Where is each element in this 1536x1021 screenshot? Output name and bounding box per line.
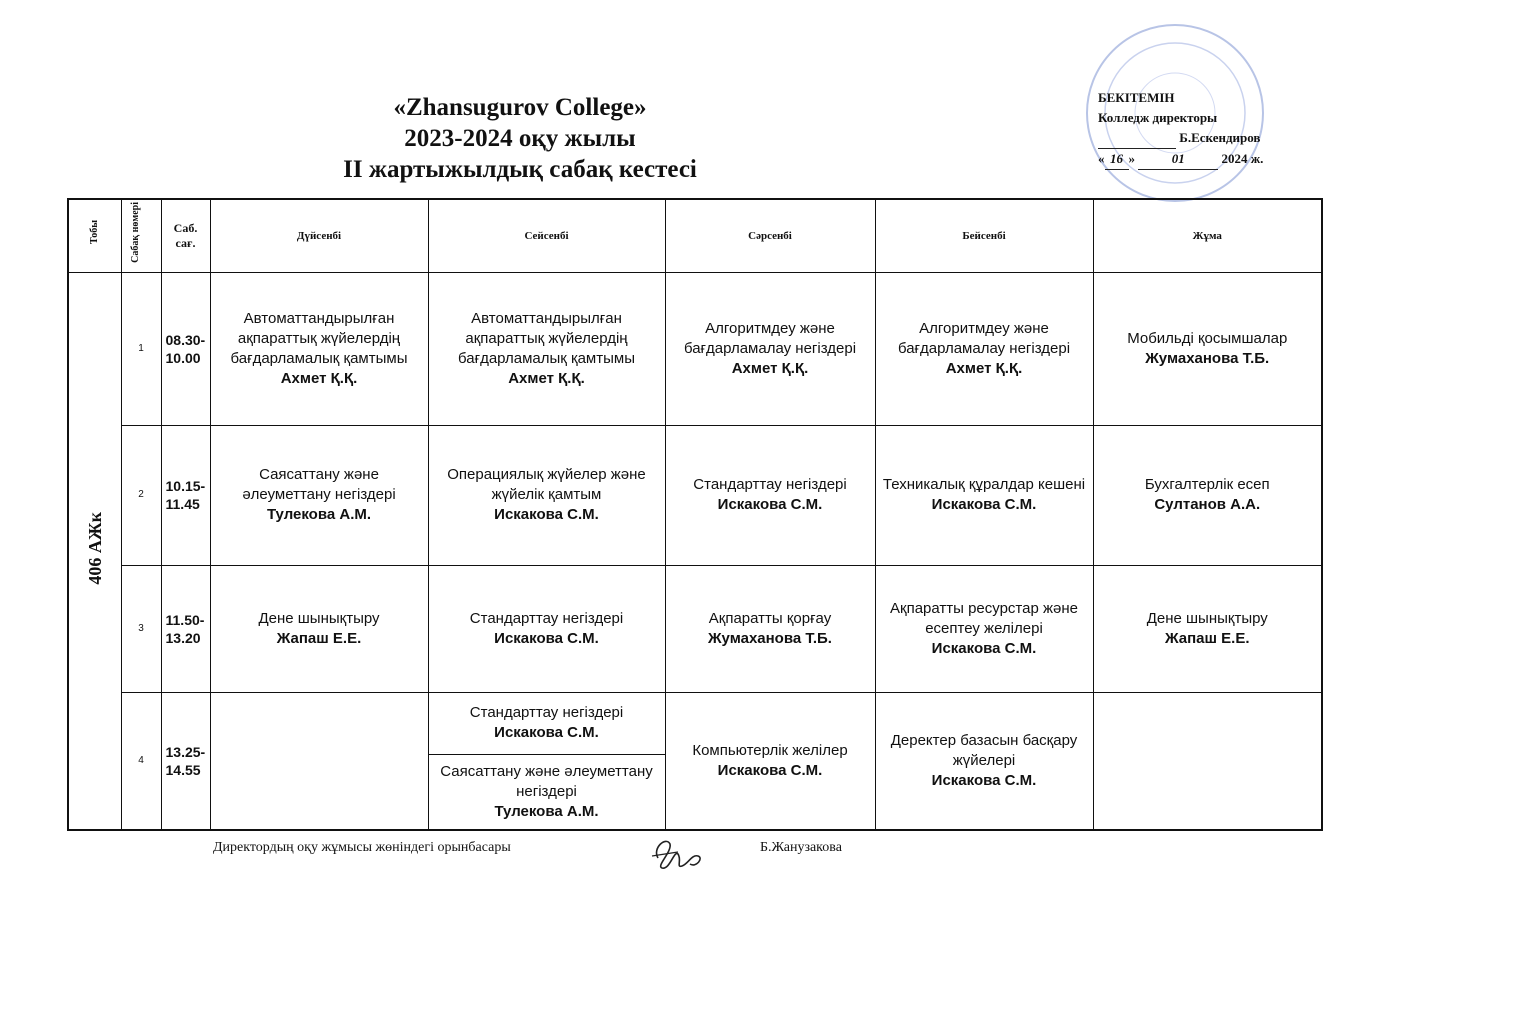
lesson-number: 2 xyxy=(121,425,161,565)
lesson-cell: Стандарттау негіздері Искакова С.М. xyxy=(665,425,875,565)
group-cell: 406 АЖк xyxy=(68,272,121,830)
table-row xyxy=(68,692,1322,754)
table-row xyxy=(68,565,1322,692)
lesson-cell: Дене шынықтыру Жапаш Е.Е. xyxy=(1093,565,1322,692)
lesson-time: 10.15-11.45 xyxy=(161,425,210,565)
lesson-cell: Ақпаратты қорғау Жумаханова Т.Б. xyxy=(665,565,875,692)
approval-date-year: 2024 ж. xyxy=(1221,151,1264,166)
lesson-cell: Мобильді қосымшалар Жумаханова Т.Б. xyxy=(1093,272,1322,425)
header-monday: Дүйсенбі xyxy=(210,199,428,272)
header-thursday: Бейсенбі xyxy=(875,199,1093,272)
lesson-cell-empty xyxy=(210,692,428,830)
approval-director: Колледж директоры xyxy=(1098,110,1218,125)
academic-year: 2023-2024 оқу жылы xyxy=(404,125,636,152)
header-wednesday: Сәрсенбі xyxy=(665,199,875,272)
approval-date-month: 01 xyxy=(1138,149,1218,170)
lesson-cell: Автоматтандырылған ақпараттық жүйелердің бағдарламалық қамтымы Ахмет Қ.Қ. xyxy=(210,272,428,425)
schedule-table xyxy=(67,198,1323,831)
document-title xyxy=(270,92,770,185)
lesson-cell: Дене шынықтыру Жапаш Е.Е. xyxy=(210,565,428,692)
lesson-number: 4 xyxy=(121,692,161,830)
lesson-cell-empty xyxy=(1093,692,1322,830)
header-row xyxy=(68,199,1322,272)
lesson-cell: Компьютерлік желілер Искакова С.М. xyxy=(665,692,875,830)
approval-date: « 16 » 01 2024 ж. xyxy=(1098,149,1308,170)
lesson-time: 08.30-10.00 xyxy=(161,272,210,425)
lesson-cell: Операциялық жүйелер және жүйелік қамтым Искакова С.М. xyxy=(428,425,665,565)
lesson-cell: Саясаттану және әлеуметтану негіздері Тулекова А.М. xyxy=(210,425,428,565)
lesson-cell: Техникалық құралдар кешені Искакова С.М. xyxy=(875,425,1093,565)
signature-icon xyxy=(648,828,708,876)
header-friday: Жұма xyxy=(1093,199,1322,272)
footer-name: Б.Жанузакова xyxy=(760,840,842,855)
lesson-cell: Алгоритмдеу және бағдарламалау негіздері Ахмет Қ.Қ. xyxy=(875,272,1093,425)
lesson-number: 1 xyxy=(121,272,161,425)
lesson-cell: Стандарттау негіздері Искакова С.М. xyxy=(428,565,665,692)
lesson-cell: Алгоритмдеу және бағдарламалау негіздері Ахмет Қ.Қ. xyxy=(665,272,875,425)
table-row xyxy=(68,425,1322,565)
lesson-cell: Бухгалтерлік есеп Султанов А.А. xyxy=(1093,425,1322,565)
approval-block xyxy=(1098,88,1308,170)
header-tuesday: Сейсенбі xyxy=(428,199,665,272)
lesson-number: 3 xyxy=(121,565,161,692)
lesson-cell: Деректер базасын басқару жүйелері Искакова С.М. xyxy=(875,692,1093,830)
lesson-time: 13.25-14.55 xyxy=(161,692,210,830)
header-time: Саб. сағ. xyxy=(161,199,210,272)
lesson-cell: Саясаттану және әлеуметтану негіздері Тулекова А.М. xyxy=(428,754,665,830)
approval-approve: БЕКІТЕМІН xyxy=(1098,90,1175,105)
header-group: Тобы xyxy=(68,199,121,272)
approval-date-day: 16 xyxy=(1105,149,1129,170)
lesson-time: 11.50-13.20 xyxy=(161,565,210,692)
college-name: «Zhansugurov College» xyxy=(393,94,647,121)
approval-signature-line xyxy=(1098,128,1308,149)
approval-director-name: Б.Ескендиров xyxy=(1179,130,1261,145)
footer-position: Директордың оқу жұмысы жөніндегі орынбасары xyxy=(213,840,511,855)
schedule-title: ІІ жартыжылдық сабақ кестесі xyxy=(343,156,697,183)
lesson-cell: Стандарттау негіздері Искакова С.М. xyxy=(428,692,665,754)
lesson-cell: Автоматтандырылған ақпараттық жүйелердің бағдарламалық қамтымы Ахмет Қ.Қ. xyxy=(428,272,665,425)
table-row xyxy=(68,272,1322,425)
header-lesson-number: Сабақ нөмері xyxy=(121,199,161,272)
lesson-cell: Ақпаратты ресурстар және есептеу желілері Искакова С.М. xyxy=(875,565,1093,692)
